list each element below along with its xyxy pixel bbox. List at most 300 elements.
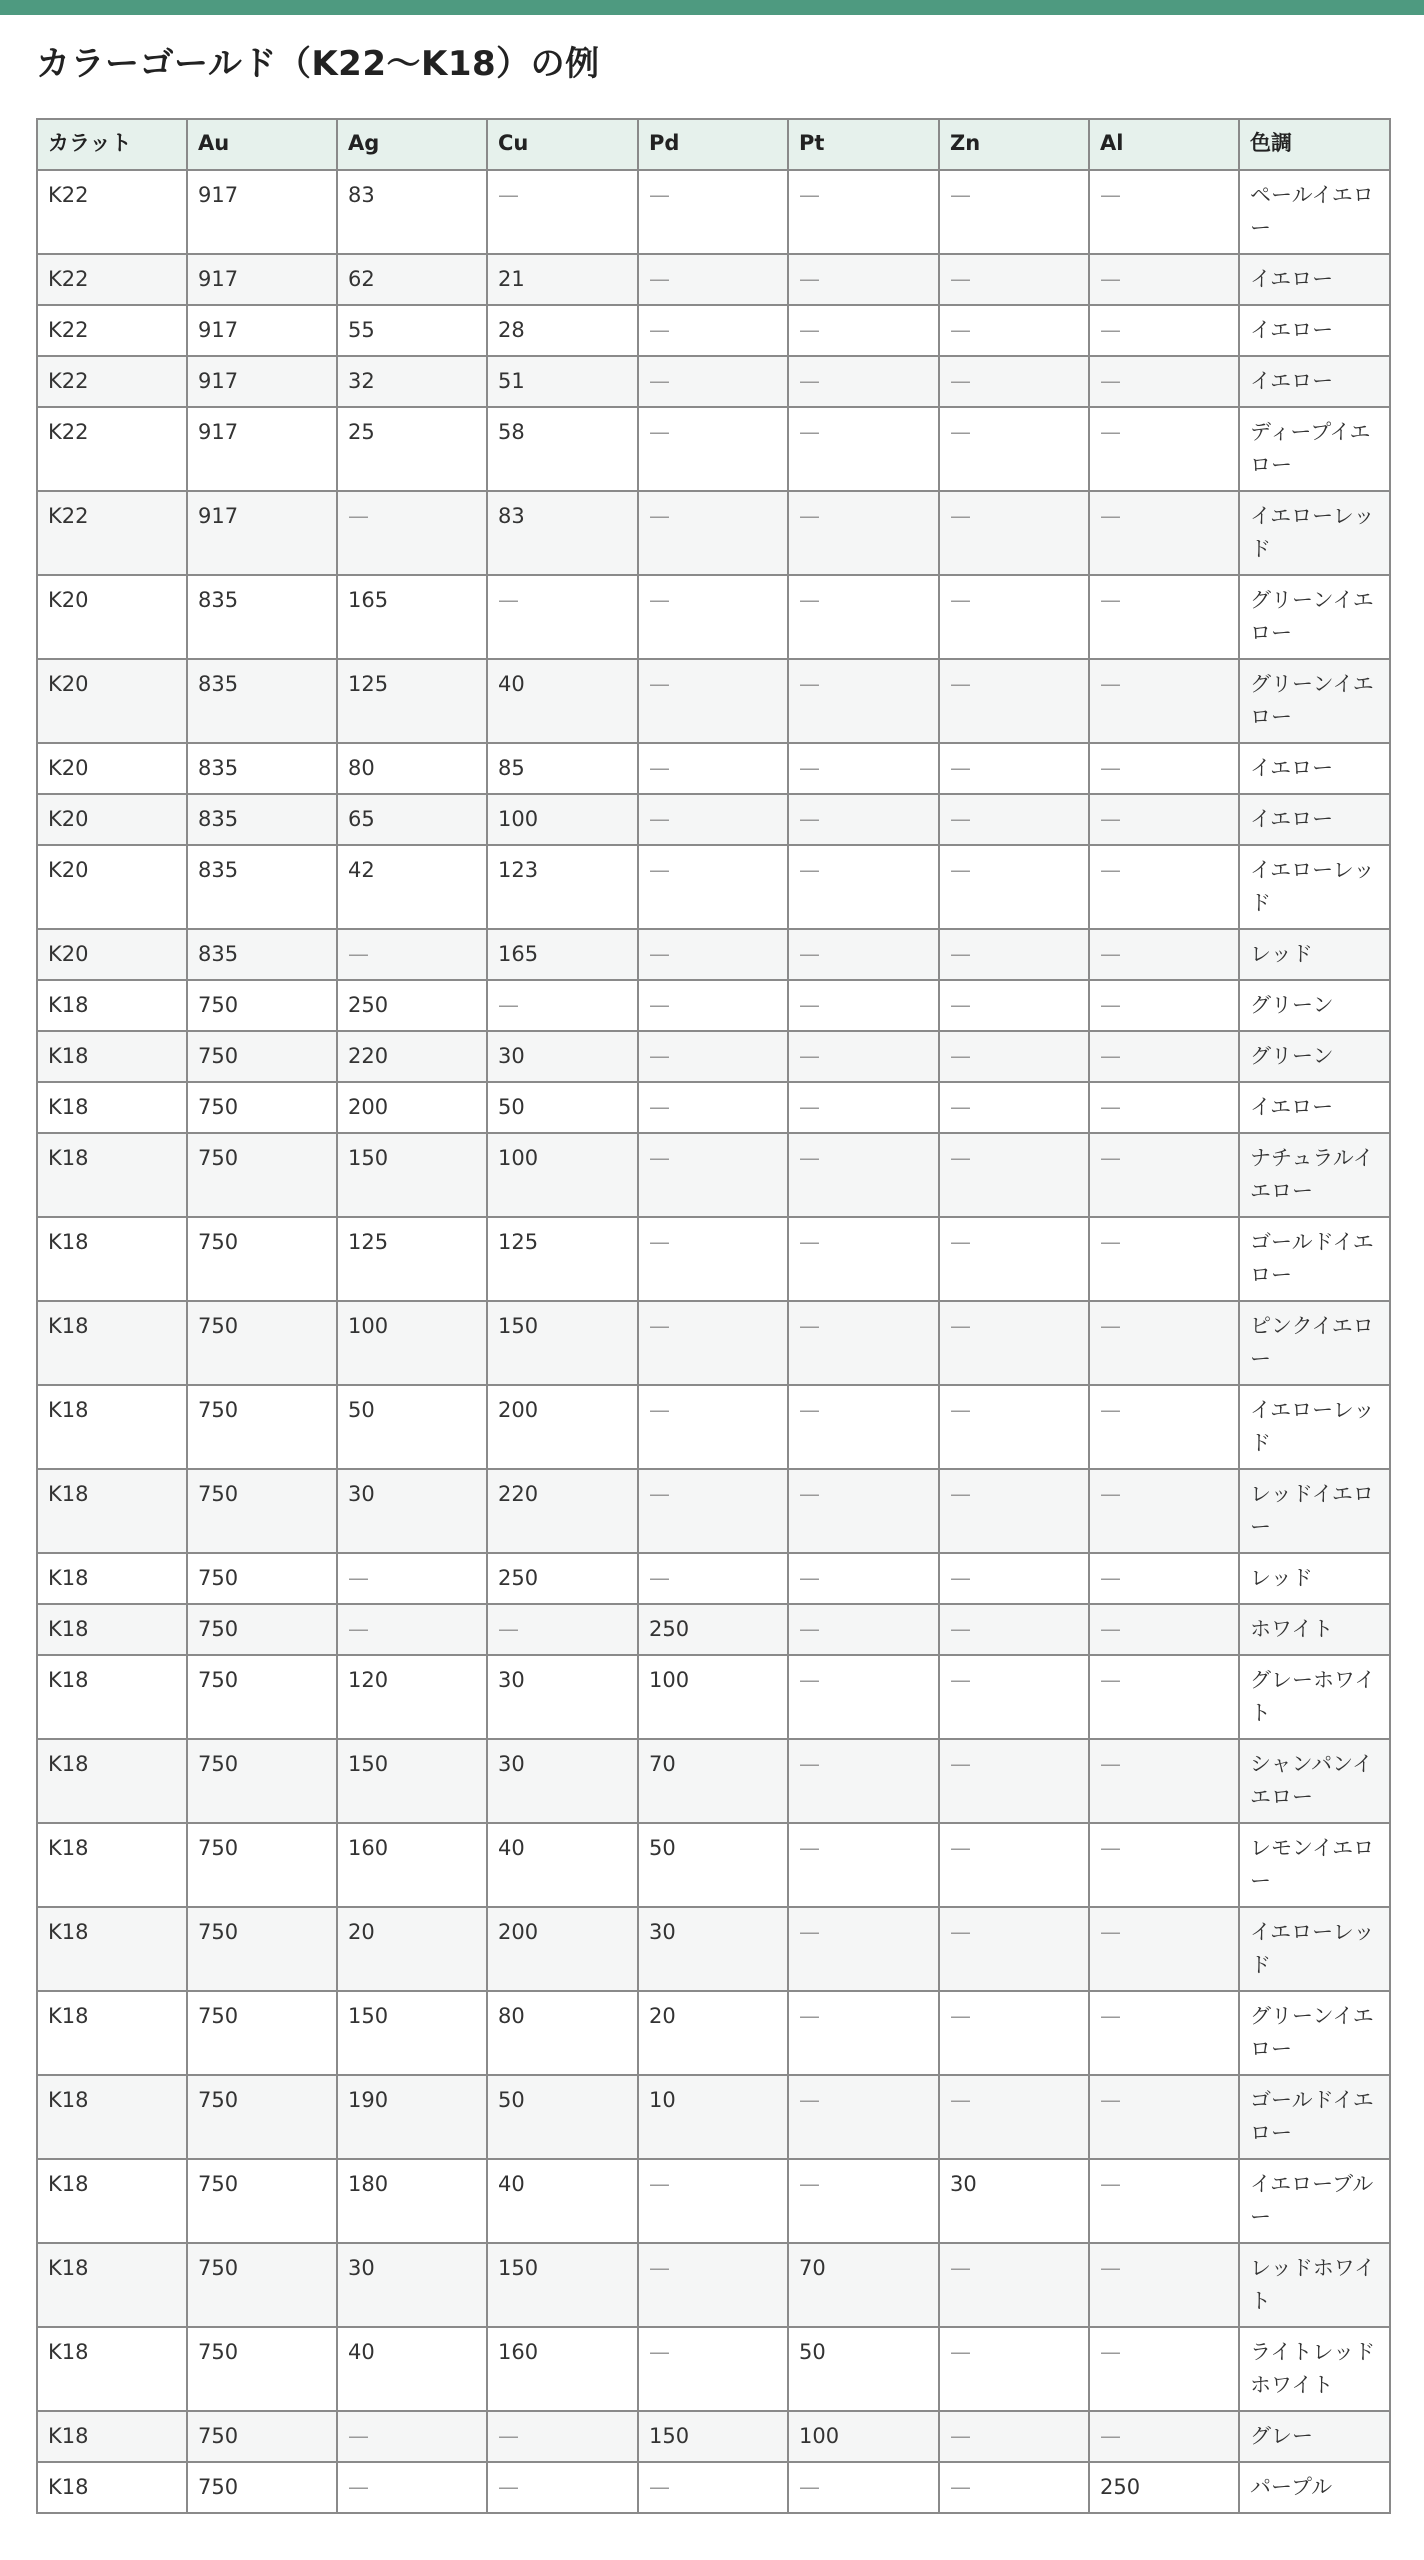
table-row bbox=[37, 170, 1390, 254]
cell-ag: 250 bbox=[337, 980, 487, 1031]
cell-carat: K18 bbox=[37, 2075, 187, 2159]
cell-pd: — bbox=[638, 1553, 788, 1604]
cell-color-tone: ナチュラルイエロー bbox=[1239, 1133, 1390, 1217]
cell-ag: — bbox=[337, 1604, 487, 1655]
cell-pt: — bbox=[788, 2159, 939, 2243]
cell-color-tone: グリーン bbox=[1239, 980, 1390, 1031]
cell-zn: — bbox=[939, 1907, 1089, 1991]
cell-cu: 50 bbox=[487, 2075, 638, 2159]
cell-zn: — bbox=[939, 1991, 1089, 2075]
cell-ag: 180 bbox=[337, 2159, 487, 2243]
cell-al: — bbox=[1089, 254, 1239, 305]
cell-zn: — bbox=[939, 1031, 1089, 1082]
cell-pt: — bbox=[788, 575, 939, 659]
cell-pt: — bbox=[788, 1553, 939, 1604]
table-row bbox=[37, 1385, 1390, 1469]
cell-carat: K18 bbox=[37, 1991, 187, 2075]
table-row bbox=[37, 929, 1390, 980]
cell-color-tone: イエローブルー bbox=[1239, 2159, 1390, 2243]
cell-carat: K18 bbox=[37, 1553, 187, 1604]
table-row bbox=[37, 1553, 1390, 1604]
cell-ag: 80 bbox=[337, 743, 487, 794]
cell-color-tone: イエロー bbox=[1239, 356, 1390, 407]
cell-carat: K18 bbox=[37, 2159, 187, 2243]
cell-cu: 125 bbox=[487, 1217, 638, 1301]
cell-pt: — bbox=[788, 1385, 939, 1469]
cell-ag: — bbox=[337, 1553, 487, 1604]
table-row bbox=[37, 2243, 1390, 2327]
cell-pd: — bbox=[638, 1031, 788, 1082]
cell-ag: 30 bbox=[337, 1469, 487, 1553]
cell-zn: — bbox=[939, 356, 1089, 407]
cell-cu: 150 bbox=[487, 1301, 638, 1385]
cell-cu: — bbox=[487, 980, 638, 1031]
table-row bbox=[37, 491, 1390, 575]
cell-zn: — bbox=[939, 1604, 1089, 1655]
cell-ag: 20 bbox=[337, 1907, 487, 1991]
table-row bbox=[37, 1604, 1390, 1655]
cell-au: 750 bbox=[187, 1823, 337, 1907]
table-row bbox=[37, 356, 1390, 407]
cell-cu: — bbox=[487, 2462, 638, 2513]
cell-carat: K20 bbox=[37, 743, 187, 794]
cell-zn: — bbox=[939, 407, 1089, 491]
table-row bbox=[37, 2159, 1390, 2243]
cell-zn: — bbox=[939, 575, 1089, 659]
cell-au: 750 bbox=[187, 980, 337, 1031]
cell-al: — bbox=[1089, 1031, 1239, 1082]
cell-au: 750 bbox=[187, 2411, 337, 2462]
cell-al: — bbox=[1089, 794, 1239, 845]
cell-ag: 62 bbox=[337, 254, 487, 305]
cell-pt: — bbox=[788, 845, 939, 929]
cell-zn: — bbox=[939, 1301, 1089, 1385]
color-gold-table bbox=[36, 118, 1391, 2514]
cell-carat: K18 bbox=[37, 2243, 187, 2327]
cell-color-tone: イエローレッド bbox=[1239, 845, 1390, 929]
cell-carat: K22 bbox=[37, 305, 187, 356]
cell-pt: — bbox=[788, 1655, 939, 1739]
table-row bbox=[37, 1991, 1390, 2075]
cell-carat: K18 bbox=[37, 1217, 187, 1301]
cell-pd: — bbox=[638, 491, 788, 575]
cell-cu: 28 bbox=[487, 305, 638, 356]
cell-pd: 250 bbox=[638, 1604, 788, 1655]
cell-au: 835 bbox=[187, 929, 337, 980]
table-row bbox=[37, 407, 1390, 491]
cell-pd: — bbox=[638, 845, 788, 929]
cell-color-tone: グリーン bbox=[1239, 1031, 1390, 1082]
cell-ag: 83 bbox=[337, 170, 487, 254]
cell-ag: 65 bbox=[337, 794, 487, 845]
cell-cu: 123 bbox=[487, 845, 638, 929]
cell-cu: 30 bbox=[487, 1739, 638, 1823]
cell-cu: 160 bbox=[487, 2327, 638, 2411]
cell-al: — bbox=[1089, 929, 1239, 980]
cell-cu: — bbox=[487, 2411, 638, 2462]
cell-au: 917 bbox=[187, 407, 337, 491]
cell-al: — bbox=[1089, 491, 1239, 575]
cell-ag: — bbox=[337, 491, 487, 575]
cell-al: — bbox=[1089, 1217, 1239, 1301]
cell-ag: 200 bbox=[337, 1082, 487, 1133]
cell-cu: — bbox=[487, 170, 638, 254]
cell-pt: — bbox=[788, 2462, 939, 2513]
cell-cu: 220 bbox=[487, 1469, 638, 1553]
table-row bbox=[37, 2075, 1390, 2159]
cell-color-tone: グリーンイエロー bbox=[1239, 659, 1390, 743]
cell-carat: K18 bbox=[37, 1133, 187, 1217]
cell-au: 750 bbox=[187, 1739, 337, 1823]
cell-zn: — bbox=[939, 1739, 1089, 1823]
cell-zn: 30 bbox=[939, 2159, 1089, 2243]
cell-pt: — bbox=[788, 491, 939, 575]
cell-ag: 125 bbox=[337, 1217, 487, 1301]
cell-al: — bbox=[1089, 659, 1239, 743]
table-row bbox=[37, 2462, 1390, 2513]
table-row bbox=[37, 1469, 1390, 1553]
cell-zn: — bbox=[939, 743, 1089, 794]
cell-carat: K20 bbox=[37, 929, 187, 980]
cell-au: 835 bbox=[187, 845, 337, 929]
cell-au: 750 bbox=[187, 2462, 337, 2513]
cell-al: — bbox=[1089, 2327, 1239, 2411]
cell-au: 750 bbox=[187, 2075, 337, 2159]
cell-ag: 55 bbox=[337, 305, 487, 356]
cell-color-tone: パープル bbox=[1239, 2462, 1390, 2513]
cell-carat: K18 bbox=[37, 1823, 187, 1907]
table-row bbox=[37, 794, 1390, 845]
cell-pd: 150 bbox=[638, 2411, 788, 2462]
cell-ag: 100 bbox=[337, 1301, 487, 1385]
header-cu: Cu bbox=[487, 119, 638, 170]
cell-zn: — bbox=[939, 1082, 1089, 1133]
cell-pd: — bbox=[638, 1385, 788, 1469]
cell-au: 750 bbox=[187, 1553, 337, 1604]
cell-pt: — bbox=[788, 659, 939, 743]
cell-pt: 50 bbox=[788, 2327, 939, 2411]
cell-zn: — bbox=[939, 1553, 1089, 1604]
header-ag: Ag bbox=[337, 119, 487, 170]
cell-ag: 150 bbox=[337, 1133, 487, 1217]
table-header-row bbox=[37, 119, 1390, 170]
cell-cu: 40 bbox=[487, 1823, 638, 1907]
cell-zn: — bbox=[939, 2327, 1089, 2411]
cell-ag: 150 bbox=[337, 1991, 487, 2075]
cell-ag: 150 bbox=[337, 1739, 487, 1823]
cell-al: — bbox=[1089, 1553, 1239, 1604]
cell-pt: — bbox=[788, 1301, 939, 1385]
cell-pt: — bbox=[788, 254, 939, 305]
cell-pd: — bbox=[638, 1301, 788, 1385]
cell-pd: — bbox=[638, 929, 788, 980]
cell-carat: K18 bbox=[37, 1082, 187, 1133]
cell-pd: — bbox=[638, 794, 788, 845]
cell-color-tone: イエロー bbox=[1239, 254, 1390, 305]
cell-al: — bbox=[1089, 1655, 1239, 1739]
cell-pt: — bbox=[788, 1082, 939, 1133]
cell-al: — bbox=[1089, 845, 1239, 929]
cell-pt: — bbox=[788, 980, 939, 1031]
cell-au: 750 bbox=[187, 1907, 337, 1991]
cell-al: — bbox=[1089, 1907, 1239, 1991]
cell-pd: — bbox=[638, 2462, 788, 2513]
cell-color-tone: イエローレッド bbox=[1239, 1907, 1390, 1991]
cell-ag: 160 bbox=[337, 1823, 487, 1907]
cell-pt: — bbox=[788, 1991, 939, 2075]
cell-ag: 32 bbox=[337, 356, 487, 407]
cell-carat: K20 bbox=[37, 794, 187, 845]
cell-cu: 21 bbox=[487, 254, 638, 305]
cell-zn: — bbox=[939, 2462, 1089, 2513]
cell-cu: 100 bbox=[487, 1133, 638, 1217]
cell-pd: — bbox=[638, 1133, 788, 1217]
cell-zn: — bbox=[939, 2243, 1089, 2327]
cell-al: — bbox=[1089, 2075, 1239, 2159]
cell-color-tone: ゴールドイエロー bbox=[1239, 2075, 1390, 2159]
cell-color-tone: レッドホワイト bbox=[1239, 2243, 1390, 2327]
cell-color-tone: イエローレッド bbox=[1239, 1385, 1390, 1469]
cell-au: 750 bbox=[187, 1991, 337, 2075]
cell-carat: K22 bbox=[37, 356, 187, 407]
cell-pd: 50 bbox=[638, 1823, 788, 1907]
cell-color-tone: ゴールドイエロー bbox=[1239, 1217, 1390, 1301]
cell-pd: 100 bbox=[638, 1655, 788, 1739]
cell-al: — bbox=[1089, 1604, 1239, 1655]
cell-color-tone: ホワイト bbox=[1239, 1604, 1390, 1655]
cell-pd: — bbox=[638, 743, 788, 794]
cell-cu: 100 bbox=[487, 794, 638, 845]
cell-ag: 30 bbox=[337, 2243, 487, 2327]
cell-pt: — bbox=[788, 356, 939, 407]
cell-pd: — bbox=[638, 254, 788, 305]
cell-au: 917 bbox=[187, 491, 337, 575]
cell-au: 917 bbox=[187, 254, 337, 305]
cell-carat: K22 bbox=[37, 491, 187, 575]
cell-ag: 50 bbox=[337, 1385, 487, 1469]
cell-au: 917 bbox=[187, 170, 337, 254]
cell-pd: — bbox=[638, 575, 788, 659]
cell-cu: 50 bbox=[487, 1082, 638, 1133]
cell-ag: — bbox=[337, 929, 487, 980]
cell-au: 750 bbox=[187, 2243, 337, 2327]
table-row bbox=[37, 1133, 1390, 1217]
cell-carat: K18 bbox=[37, 1604, 187, 1655]
cell-cu: — bbox=[487, 1604, 638, 1655]
table-row bbox=[37, 575, 1390, 659]
cell-pt: — bbox=[788, 743, 939, 794]
cell-al: — bbox=[1089, 407, 1239, 491]
cell-cu: 51 bbox=[487, 356, 638, 407]
cell-pt: — bbox=[788, 929, 939, 980]
alloy-table-container bbox=[36, 118, 1389, 2514]
cell-color-tone: ライトレッドホワイト bbox=[1239, 2327, 1390, 2411]
cell-carat: K18 bbox=[37, 1739, 187, 1823]
cell-carat: K18 bbox=[37, 1301, 187, 1385]
cell-color-tone: レッドイエロー bbox=[1239, 1469, 1390, 1553]
table-row bbox=[37, 1739, 1390, 1823]
cell-cu: 40 bbox=[487, 659, 638, 743]
cell-color-tone: イエロー bbox=[1239, 794, 1390, 845]
cell-pd: — bbox=[638, 356, 788, 407]
table-body bbox=[37, 170, 1390, 2513]
cell-pt: — bbox=[788, 170, 939, 254]
cell-cu: 58 bbox=[487, 407, 638, 491]
cell-au: 750 bbox=[187, 1082, 337, 1133]
cell-pd: — bbox=[638, 2159, 788, 2243]
table-row bbox=[37, 1823, 1390, 1907]
cell-cu: 85 bbox=[487, 743, 638, 794]
header-au: Au bbox=[187, 119, 337, 170]
table-row bbox=[37, 743, 1390, 794]
cell-ag: — bbox=[337, 2411, 487, 2462]
cell-zn: — bbox=[939, 1469, 1089, 1553]
cell-cu: 40 bbox=[487, 2159, 638, 2243]
cell-pd: — bbox=[638, 1082, 788, 1133]
cell-au: 750 bbox=[187, 2327, 337, 2411]
cell-al: — bbox=[1089, 743, 1239, 794]
cell-pt: — bbox=[788, 1133, 939, 1217]
page-title: カラーゴールド（K22〜K18）の例 bbox=[36, 44, 600, 84]
cell-ag: 120 bbox=[337, 1655, 487, 1739]
cell-au: 835 bbox=[187, 575, 337, 659]
cell-color-tone: グリーンイエロー bbox=[1239, 1991, 1390, 2075]
table-row bbox=[37, 1217, 1390, 1301]
cell-zn: — bbox=[939, 659, 1089, 743]
cell-ag: 190 bbox=[337, 2075, 487, 2159]
cell-au: 835 bbox=[187, 659, 337, 743]
cell-zn: — bbox=[939, 1217, 1089, 1301]
cell-pt: — bbox=[788, 794, 939, 845]
cell-au: 835 bbox=[187, 794, 337, 845]
cell-cu: 150 bbox=[487, 2243, 638, 2327]
cell-carat: K22 bbox=[37, 170, 187, 254]
table-row bbox=[37, 1031, 1390, 1082]
cell-zn: — bbox=[939, 254, 1089, 305]
cell-color-tone: シャンパンイエロー bbox=[1239, 1739, 1390, 1823]
header-al: Al bbox=[1089, 119, 1239, 170]
table-row bbox=[37, 1301, 1390, 1385]
header-color-tone: 色調 bbox=[1239, 119, 1390, 170]
cell-pt: — bbox=[788, 1604, 939, 1655]
cell-zn: — bbox=[939, 170, 1089, 254]
cell-pd: — bbox=[638, 2327, 788, 2411]
cell-al: — bbox=[1089, 1133, 1239, 1217]
cell-color-tone: イエローレッド bbox=[1239, 491, 1390, 575]
cell-zn: — bbox=[939, 1823, 1089, 1907]
cell-carat: K18 bbox=[37, 1031, 187, 1082]
cell-zn: — bbox=[939, 1655, 1089, 1739]
cell-ag: 125 bbox=[337, 659, 487, 743]
cell-carat: K20 bbox=[37, 575, 187, 659]
cell-al: — bbox=[1089, 356, 1239, 407]
cell-color-tone: レッド bbox=[1239, 1553, 1390, 1604]
cell-color-tone: グリーンイエロー bbox=[1239, 575, 1390, 659]
cell-au: 750 bbox=[187, 1217, 337, 1301]
cell-pt: — bbox=[788, 1739, 939, 1823]
cell-au: 750 bbox=[187, 1469, 337, 1553]
cell-pd: — bbox=[638, 305, 788, 356]
cell-color-tone: イエロー bbox=[1239, 305, 1390, 356]
cell-pt: 100 bbox=[788, 2411, 939, 2462]
cell-pd: — bbox=[638, 659, 788, 743]
cell-pd: — bbox=[638, 170, 788, 254]
cell-cu: 80 bbox=[487, 1991, 638, 2075]
cell-pd: 30 bbox=[638, 1907, 788, 1991]
cell-carat: K20 bbox=[37, 659, 187, 743]
cell-pd: 20 bbox=[638, 1991, 788, 2075]
cell-cu: 30 bbox=[487, 1655, 638, 1739]
cell-al: — bbox=[1089, 170, 1239, 254]
cell-cu: 200 bbox=[487, 1385, 638, 1469]
cell-au: 750 bbox=[187, 1031, 337, 1082]
cell-pd: — bbox=[638, 2243, 788, 2327]
cell-pd: — bbox=[638, 980, 788, 1031]
cell-pt: — bbox=[788, 1823, 939, 1907]
cell-al: — bbox=[1089, 2411, 1239, 2462]
cell-zn: — bbox=[939, 2075, 1089, 2159]
cell-au: 750 bbox=[187, 1655, 337, 1739]
top-accent-bar bbox=[0, 0, 1424, 15]
cell-ag: 165 bbox=[337, 575, 487, 659]
cell-color-tone: レッド bbox=[1239, 929, 1390, 980]
cell-pd: — bbox=[638, 1217, 788, 1301]
cell-au: 750 bbox=[187, 1133, 337, 1217]
table-row bbox=[37, 845, 1390, 929]
cell-al: — bbox=[1089, 305, 1239, 356]
cell-pd: — bbox=[638, 407, 788, 491]
cell-al: — bbox=[1089, 1469, 1239, 1553]
cell-cu: — bbox=[487, 575, 638, 659]
cell-pt: — bbox=[788, 1217, 939, 1301]
cell-zn: — bbox=[939, 845, 1089, 929]
cell-ag: 42 bbox=[337, 845, 487, 929]
cell-pt: — bbox=[788, 1469, 939, 1553]
cell-au: 750 bbox=[187, 1604, 337, 1655]
table-row bbox=[37, 1082, 1390, 1133]
header-carat: カラット bbox=[37, 119, 187, 170]
cell-al: — bbox=[1089, 980, 1239, 1031]
cell-color-tone: イエロー bbox=[1239, 1082, 1390, 1133]
cell-color-tone: グレー bbox=[1239, 2411, 1390, 2462]
cell-ag: — bbox=[337, 2462, 487, 2513]
cell-pt: 70 bbox=[788, 2243, 939, 2327]
header-pd: Pd bbox=[638, 119, 788, 170]
cell-ag: 40 bbox=[337, 2327, 487, 2411]
cell-al: — bbox=[1089, 2159, 1239, 2243]
cell-zn: — bbox=[939, 929, 1089, 980]
cell-pd: — bbox=[638, 1469, 788, 1553]
cell-cu: 200 bbox=[487, 1907, 638, 1991]
cell-pt: — bbox=[788, 1031, 939, 1082]
cell-au: 917 bbox=[187, 356, 337, 407]
table-row bbox=[37, 305, 1390, 356]
cell-pt: — bbox=[788, 407, 939, 491]
cell-al: — bbox=[1089, 1082, 1239, 1133]
cell-carat: K18 bbox=[37, 2462, 187, 2513]
cell-zn: — bbox=[939, 1133, 1089, 1217]
cell-pd: 10 bbox=[638, 2075, 788, 2159]
cell-zn: — bbox=[939, 794, 1089, 845]
cell-color-tone: ディープイエロー bbox=[1239, 407, 1390, 491]
cell-carat: K18 bbox=[37, 1907, 187, 1991]
cell-carat: K22 bbox=[37, 407, 187, 491]
table-row bbox=[37, 1907, 1390, 1991]
cell-pt: — bbox=[788, 305, 939, 356]
cell-pt: — bbox=[788, 1907, 939, 1991]
cell-al: — bbox=[1089, 1823, 1239, 1907]
cell-zn: — bbox=[939, 980, 1089, 1031]
